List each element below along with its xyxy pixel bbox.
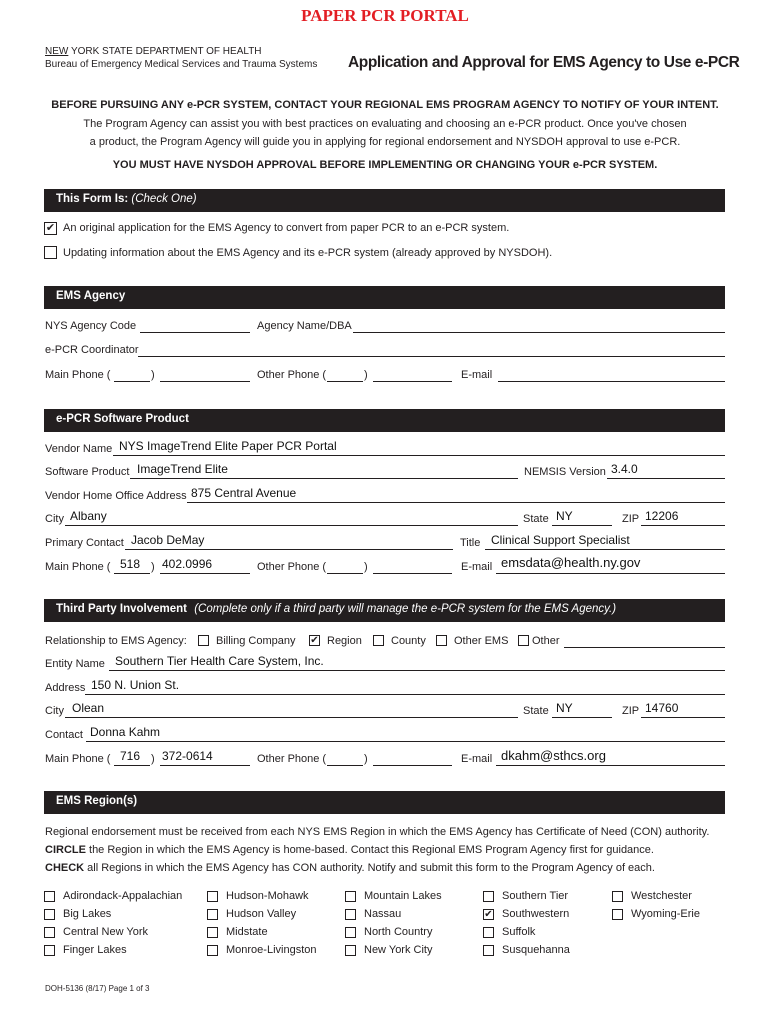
epcr-coordinator-field[interactable] xyxy=(138,356,725,357)
tp-phone-value: 372-0614 xyxy=(162,749,213,763)
region-midstate-checkbox[interactable] xyxy=(207,927,218,938)
section-software xyxy=(44,409,725,432)
nemsis-value: 3.4.0 xyxy=(611,462,638,476)
region-midstate-label: Midstate xyxy=(226,926,268,938)
state-label: State xyxy=(523,513,549,525)
department-block xyxy=(45,45,317,71)
title-field[interactable] xyxy=(485,549,725,550)
section-third-party xyxy=(44,599,725,622)
primary-contact-field[interactable] xyxy=(125,549,453,550)
region-monroe-livingston-checkbox[interactable] xyxy=(207,945,218,956)
tp-contact-label: Contact xyxy=(45,729,83,741)
vendor-phone-value: 402.0996 xyxy=(162,557,213,571)
zip-label: ZIP xyxy=(622,513,640,525)
bureau-name: Bureau of Emergency Medical Services and Trauma Systems xyxy=(45,59,318,70)
relationship-billing-checkbox[interactable] xyxy=(198,635,209,646)
tp-address-field[interactable] xyxy=(85,694,725,695)
relationship-region-checkbox[interactable]: ✔ xyxy=(310,635,319,646)
region-wyoming-erie-checkbox[interactable] xyxy=(612,909,623,920)
main-phone-field[interactable] xyxy=(160,381,250,382)
vendor-address-field[interactable] xyxy=(187,502,725,503)
region-suffolk-label: Suffolk xyxy=(502,926,536,938)
check-keyword: CHECK xyxy=(45,862,85,874)
city-label: City xyxy=(45,513,64,525)
region-new-york-city-checkbox[interactable] xyxy=(345,945,356,956)
section-title: Third Party Involvement xyxy=(56,603,188,615)
region-southwestern-label: Southwestern xyxy=(502,908,570,920)
region-north-country-label: North Country xyxy=(364,926,433,938)
section-title: e-PCR Software Product xyxy=(56,413,189,425)
regions-paragraph-2 xyxy=(45,844,654,856)
primary-contact-value: Jacob DeMay xyxy=(131,533,205,547)
region-susquehanna-checkbox[interactable] xyxy=(483,945,494,956)
region-hudson-valley-label: Hudson Valley xyxy=(226,908,297,920)
relationship-region-label: Region xyxy=(327,635,362,647)
tp-email-value: dkahm@sthcs.org xyxy=(501,748,606,763)
region-mountain-lakes-checkbox[interactable] xyxy=(345,891,356,902)
region-suffolk-checkbox[interactable] xyxy=(483,927,494,938)
vendor-phone-field[interactable] xyxy=(160,573,250,574)
software-product-label: Software Product xyxy=(45,466,130,478)
state-value: NY xyxy=(556,509,573,523)
relationship-county-checkbox[interactable] xyxy=(373,635,384,646)
option-update-checkbox[interactable] xyxy=(44,246,57,259)
region-hudson-mohawk-label: Hudson-Mohawk xyxy=(226,890,309,902)
vendor-phone-area-field[interactable] xyxy=(114,573,150,574)
document-title: Application and Approval for EMS Agency to Use e-PCR xyxy=(348,54,740,71)
vendor-email-field[interactable] xyxy=(496,573,725,574)
vendor-other-phone-field[interactable] xyxy=(373,573,452,574)
main-phone-area-field[interactable] xyxy=(114,381,150,382)
tp-contact-value: Donna Kahm xyxy=(90,725,161,739)
vendor-phone-area-value: 518 xyxy=(120,557,141,571)
entity-name-label: Entity Name xyxy=(45,658,105,670)
vendor-name-field[interactable] xyxy=(113,455,725,456)
software-product-field[interactable] xyxy=(130,478,518,479)
vendor-other-phone-label: Other Phone ( xyxy=(257,561,327,573)
region-nassau-label: Nassau xyxy=(364,908,402,920)
tp-city-field[interactable] xyxy=(65,717,518,718)
main-phone-label: Main Phone ( xyxy=(45,369,111,381)
relationship-label: Relationship to EMS Agency: xyxy=(45,635,187,647)
region-hudson-mohawk-checkbox[interactable] xyxy=(207,891,218,902)
tp-city-label: City xyxy=(45,705,64,717)
epcr-coordinator-label: e-PCR Coordinator xyxy=(45,344,139,356)
region-central-new-york-label: Central New York xyxy=(63,926,148,938)
tp-other-phone-field[interactable] xyxy=(373,765,452,766)
regions-paragraph-1: Regional endorsement must be received from each NYS EMS Region in which the EMS Agency has Certificate of Need (CON) authority. xyxy=(45,826,710,838)
region-mountain-lakes-label: Mountain Lakes xyxy=(364,890,442,902)
other-phone-field[interactable] xyxy=(373,381,452,382)
section-ems-regions xyxy=(44,791,725,814)
circle-instruction: the Region in which the EMS Agency is home-based. Contact this Regional EMS Program Agency first for guidance. xyxy=(85,844,654,856)
tp-zip-field[interactable] xyxy=(641,717,725,718)
vendor-other-phone-area-field[interactable] xyxy=(327,573,363,574)
relationship-other-ems-label: Other EMS xyxy=(454,635,509,647)
nemsis-label: NEMSIS Version xyxy=(524,466,606,478)
tp-city-value: Olean xyxy=(72,701,105,715)
city-value: Albany xyxy=(70,509,107,523)
nys-agency-code-field[interactable] xyxy=(140,332,250,333)
notice-line-2: The Program Agency can assist you with best practices on evaluating and choosing an e-PCR product. Once you've chosen xyxy=(83,118,687,130)
region-hudson-valley-checkbox[interactable] xyxy=(207,909,218,920)
relationship-other-label: Other xyxy=(532,635,560,647)
option-update-label: Updating information about the EMS Agency and its e-PCR system (already approved by NYSDOH). xyxy=(63,247,553,259)
region-adirondack-appalachian-checkbox[interactable] xyxy=(44,891,55,902)
email-field[interactable] xyxy=(498,381,725,382)
software-product-value: ImageTrend Elite xyxy=(137,462,228,476)
email-label: E-mail xyxy=(461,369,493,381)
tp-address-label: Address xyxy=(45,682,86,694)
dept-name: YORK STATE DEPARTMENT OF HEALTH xyxy=(68,46,262,57)
section-ems-agency xyxy=(44,286,725,309)
vendor-email-value: emsdata@health.ny.gov xyxy=(501,555,641,570)
region-finger-lakes-label: Finger Lakes xyxy=(63,944,127,956)
vendor-name-value: NYS ImageTrend Elite Paper PCR Portal xyxy=(119,439,337,453)
region-adirondack-appalachian-label: Adirondack-Appalachian xyxy=(63,890,183,902)
tp-other-phone-area-field[interactable] xyxy=(327,765,363,766)
entity-name-value: Southern Tier Health Care System, Inc. xyxy=(115,654,324,668)
region-southern-tier-label: Southern Tier xyxy=(502,890,569,902)
tp-state-value: NY xyxy=(556,701,573,715)
section-title: EMS Agency xyxy=(56,290,126,302)
region-finger-lakes-checkbox[interactable] xyxy=(44,945,55,956)
other-phone-label: Other Phone ( xyxy=(257,369,327,381)
vendor-phone-label: Main Phone ( xyxy=(45,561,111,573)
portal-title: PAPER PCR PORTAL xyxy=(301,6,469,25)
region-nassau-checkbox[interactable] xyxy=(345,909,356,920)
notice-line-3: a product, the Program Agency will guide you in applying for regional endorsement and NYSDOH approval to use e-PCR. xyxy=(89,136,681,148)
vendor-name-label: Vendor Name xyxy=(45,443,113,455)
option-original-label: An original application for the EMS Agency to convert from paper PCR to an e-PCR system. xyxy=(63,222,510,234)
vendor-address-value: 875 Central Avenue xyxy=(191,486,297,500)
other-phone-area-field[interactable] xyxy=(327,381,363,382)
agency-name-label: Agency Name/DBA xyxy=(257,320,352,332)
regions-paragraph-3 xyxy=(45,862,655,874)
form-footer: DOH-5136 (8/17) Page 1 of 3 xyxy=(45,984,150,993)
vendor-email-label: E-mail xyxy=(461,561,493,573)
region-new-york-city-label: New York City xyxy=(364,944,433,956)
notice-line-4: YOU MUST HAVE NYSDOH APPROVAL BEFORE IMPLEMENTING OR CHANGING YOUR e-PCR SYSTEM. xyxy=(112,159,658,171)
tp-state-field[interactable] xyxy=(552,717,612,718)
tp-phone-area-value: 716 xyxy=(120,749,141,763)
vendor-address-label: Vendor Home Office Address xyxy=(45,490,187,502)
region-susquehanna-label: Susquehanna xyxy=(502,944,570,956)
tp-zip-value: 14760 xyxy=(645,701,679,715)
entity-name-field[interactable] xyxy=(109,670,725,671)
city-field[interactable] xyxy=(65,525,518,526)
check-instruction: all Regions in which the EMS Agency has CON authority. Notify and submit this form to the Program Agency of each. xyxy=(84,862,655,874)
region-wyoming-erie-label: Wyoming-Erie xyxy=(631,908,700,920)
region-central-new-york-checkbox[interactable] xyxy=(44,927,55,938)
tp-address-value: 150 N. Union St. xyxy=(91,678,180,692)
tp-state-label: State xyxy=(523,705,549,717)
section-title: This Form Is: xyxy=(56,193,129,205)
zip-field[interactable] xyxy=(641,525,725,526)
tp-phone-field[interactable] xyxy=(160,765,250,766)
region-big-lakes-label: Big Lakes xyxy=(63,908,112,920)
notice-line-1: BEFORE PURSUING ANY e-PCR SYSTEM, CONTACT YOUR REGIONAL EMS PROGRAM AGENCY TO NOTIFY OF YOUR INTENT. xyxy=(51,99,719,111)
section-hint: (Complete only if a third party will manage the e-PCR system for the EMS Agency.) xyxy=(194,603,617,615)
region-monroe-livingston-label: Monroe-Livingston xyxy=(226,944,317,956)
dept-new: NEW xyxy=(45,46,69,57)
title-label: Title xyxy=(460,537,481,549)
nys-agency-code-label: NYS Agency Code xyxy=(45,320,137,332)
option-original-checkbox[interactable]: ✔ xyxy=(45,222,56,234)
circle-keyword: CIRCLE xyxy=(45,844,86,856)
region-north-country-checkbox[interactable] xyxy=(345,927,356,938)
relationship-other-checkbox[interactable] xyxy=(518,635,529,646)
nemsis-field[interactable] xyxy=(607,478,725,479)
tp-contact-field[interactable] xyxy=(86,741,725,742)
region-westchester-checkbox[interactable] xyxy=(612,891,623,902)
section-form-is xyxy=(44,189,725,212)
tp-email-field[interactable] xyxy=(496,765,725,766)
region-southern-tier-checkbox[interactable] xyxy=(483,891,494,902)
section-title: EMS Region(s) xyxy=(56,795,138,807)
agency-name-field[interactable] xyxy=(353,332,725,333)
state-field[interactable] xyxy=(552,525,612,526)
tp-phone-area-field[interactable] xyxy=(114,765,150,766)
zip-value: 12206 xyxy=(645,509,679,523)
region-big-lakes-checkbox[interactable] xyxy=(44,909,55,920)
tp-zip-label: ZIP xyxy=(622,705,640,717)
section-hint: (Check One) xyxy=(131,193,197,205)
relationship-other-ems-checkbox[interactable] xyxy=(436,635,447,646)
relationship-county-label: County xyxy=(391,635,426,647)
relationship-other-field[interactable] xyxy=(564,647,725,648)
primary-contact-label: Primary Contact xyxy=(45,537,124,549)
tp-email-label: E-mail xyxy=(461,753,493,765)
tp-phone-label: Main Phone ( xyxy=(45,753,111,765)
tp-other-phone-label: Other Phone ( xyxy=(257,753,327,765)
title-value: Clinical Support Specialist xyxy=(491,533,630,547)
region-westchester-label: Westchester xyxy=(631,890,692,902)
relationship-billing-label: Billing Company xyxy=(216,635,296,647)
region-southwestern-checkbox[interactable]: ✔ xyxy=(484,909,493,920)
